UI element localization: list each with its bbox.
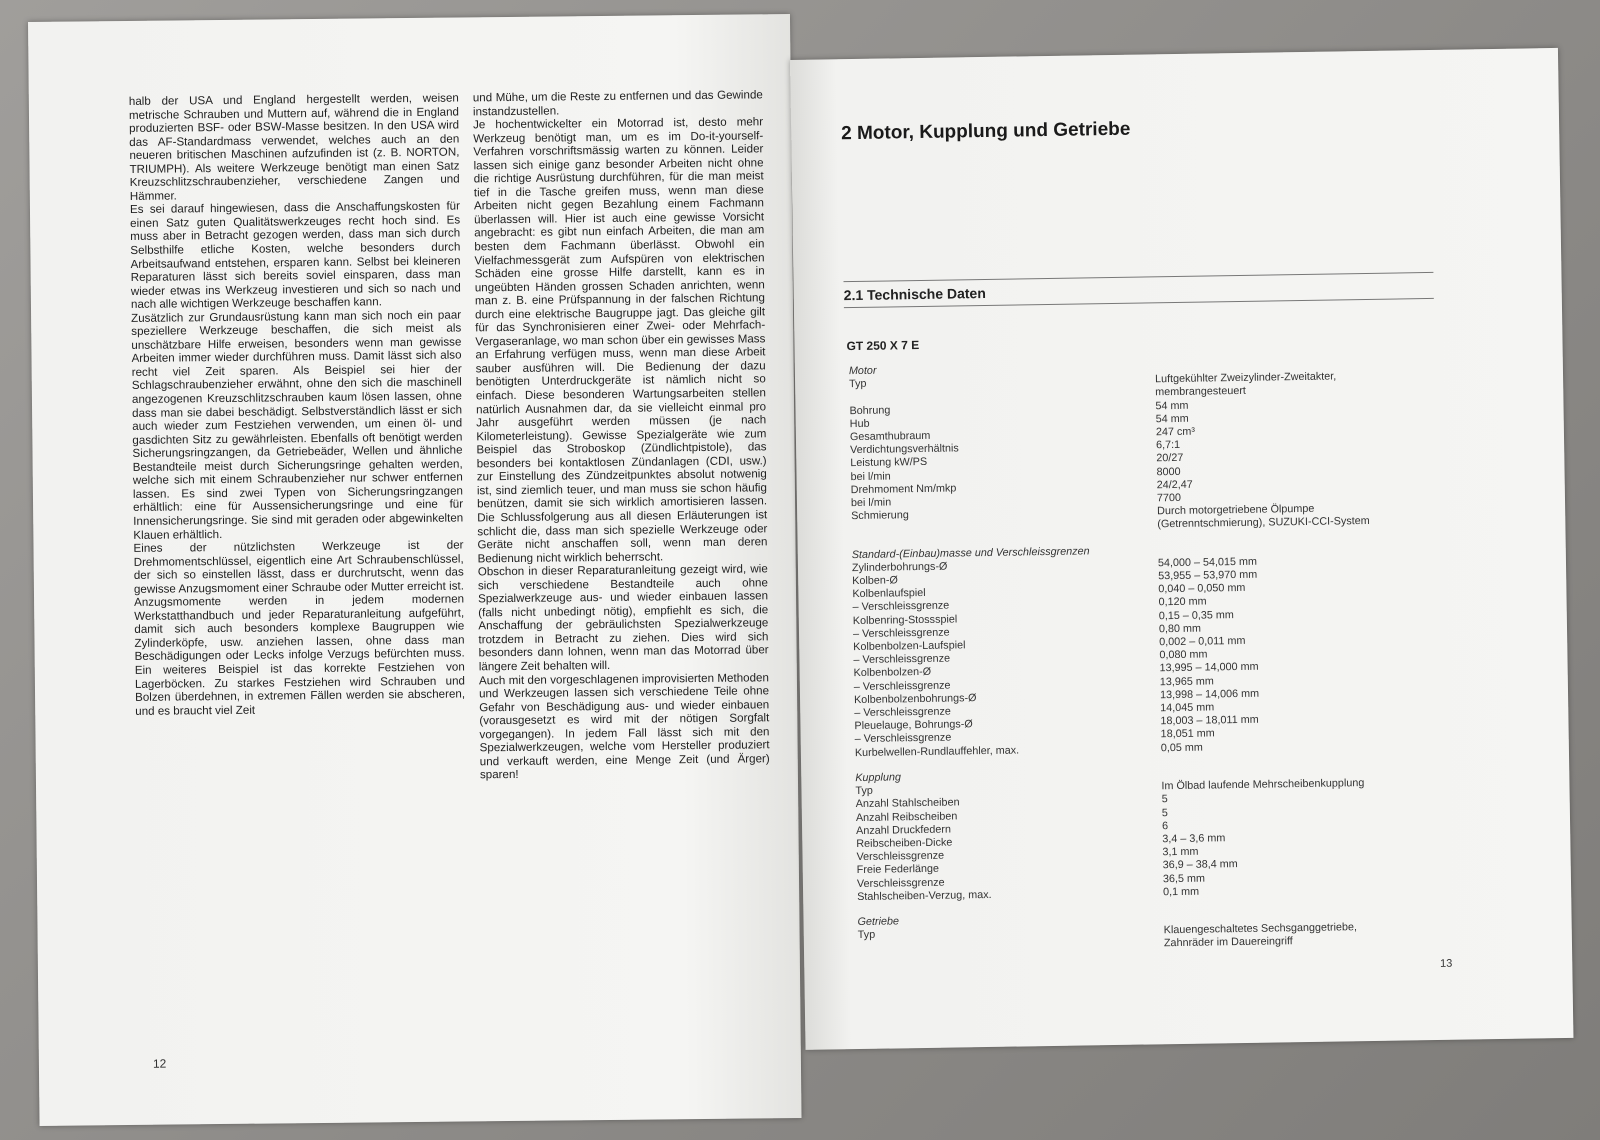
chapter-title: 2 Motor, Kupplung und Getriebe: [840, 118, 1131, 145]
spec-label: Typ: [857, 928, 876, 942]
spec-value: 0,80 mm: [1158, 622, 1202, 636]
spec-label: – Verschleissgrenze: [852, 626, 950, 640]
spec-value: 13,998 – 14,006 mm: [1159, 687, 1260, 702]
spec-label: Stahlscheiben-Verzug, max.: [857, 888, 992, 903]
spec-label: Bohrung: [849, 404, 891, 417]
spec-value: 6,7:1: [1156, 439, 1181, 452]
spec-group: [855, 763, 1447, 904]
divider: [843, 272, 1433, 282]
spec-label: Pleuelauge, Bohrungs-Ø: [854, 718, 973, 733]
spec-label: Kolbenring-Stossspiel: [852, 613, 958, 627]
spec-value: 0,080 mm: [1159, 648, 1208, 662]
paragraph: halb der USA und England hergestellt werden, weisen metrische Schrauben und Muttern auf, während die in England produzierten BSF- oder BSW-Masse besitzen. In den USA wird das AF-Standardmass verwendet, welches auch an den neueren britischen Maschinen aufzufinden ist (z. B. NORTON, TRIUMPH). Als weitere Werkzeuge benötigt man einen Satz Kreuzschlitzschraubenzieher, verschiedene Zangen und Hämmer.: [128, 91, 460, 203]
paragraph: Je hochentwickelter ein Motorrad ist, desto mehr Werkzeug benötigt man, um es im Do-it-yourself-Verfahren vorschriftsmässig warten zu können. Leider lassen sich einige ganz besonder Arbeiten nicht ohne die richtige Ausrüstung durchführen, für die man meist tief in die Tasche greifen muss, wenn man diese Arbeiten nicht gegen Bezahlung einem Fachmann überlassen will. Hier ist auch eine gewisse Vorsicht angebracht: es gibt nun einfach Arbeiten, die man am besten dem Fachmann überlässt. Obwohl ein Vielfachmessgerät zum Aufspüren von elektrischen Schäden eine grosse Hilfe darstellt, kann es in ungeübten Händen grossen Schaden anrichten, wenn man z. B. eine Prüfspannung in der falschen Richtung durch eine elektrische Baugruppe jagt. Das gleiche gilt für das Synchronisieren einer Zwei- oder Mehrfach-Vergaseranlage, wo man schon über ein gewisses Mass an Erfahrung verfügen muss, wenn man diese Arbeit sauber ausführen will. Die Bedienung der dazu benötigten Unterdruckgeräte ist nämlich nicht so einfach. Diese besonderen Wartungsarbeiten stellen natürlich Ausnahmen dar, da sie vielleicht einmal pro Jahr ausgeführt werden müssen (je nach Kilometerleistung). Gewisse Spezialgeräte wie zum Beispiel das Stroboskop (Zündlichtpistole), das besonders bei kontaktlosen Zündanlagen (CDI, usw.) zur Einstellung des Zündzeitpunktes absolut notwenig ist, sind ziemlich teuer, und man muss sie schon häufig benützen, damit sie sich wirklich amortisieren lassen. Die Schlussfolgerung aus all diesen Erläuterungen ist schlicht die, dass man sich spezielle Werkzeuge oder Geräte nicht anschaffen soll, wenn man deren Bedienung nicht wirklich beherrscht.: [473, 115, 768, 565]
spec-group: [857, 907, 1448, 956]
spec-label: Verschleissgrenze: [856, 876, 945, 890]
spec-label: Verdichtungsverhältnis: [850, 442, 959, 457]
spec-value: 0,040 – 0,050 mm: [1158, 582, 1246, 596]
spec-group-heading: Getriebe: [857, 915, 900, 928]
spec-group-heading: Standard-(Einbau)masse und Verschleissgrenzen: [851, 544, 1090, 561]
section-title: 2.1 Technische Daten: [843, 284, 986, 304]
spec-value: 53,955 – 53,970 mm: [1158, 568, 1258, 583]
spec-label: Typ: [849, 378, 867, 391]
spec-value: 6: [1161, 819, 1169, 832]
spec-value: 54 mm: [1155, 399, 1189, 412]
spec-table: [849, 356, 1448, 968]
spec-value: 247 cm³: [1155, 425, 1195, 439]
paragraph: Zusätzlich zur Grundausrüstung kann man sich noch ein paar speziellere Werkzeuge beschaffen, die sich meist als unschätzbare Hilfe erweisen, besonders wenn man gewisse Arbeiten immer wieder durchführen muss. Damit lässt sich also recht viel Zeit sparen. Als Beispiel sei hier der Schlagschraubenzieher erwähnt, ohne den sich die maschinell angezogenen Kreuzschlitzschrauben kaum lösen lassen, ohne dass man sie dabei beschädigt. Selbstverständlich lässt er sich auch wieder zum Festziehen verwenden, um einen öl- und gasdichten Sitz zu gewährleisten. Ebenfalls oft benötigt werden Sicherungsringzangen, da Getriebeäder, Wellen und ähnliche Bestandteile meist durch Sicherungsringe gehalten werden, welche sich mit einem Schraubenzieher nur schwer entfernen lassen. Es sind zwei Typen von Sicherungsringzangen erhältlich: eine für Aussensicherungsringe und eine für Innensicherungsringe. Sie sind mit geraden oder abgewinkelten Klauen erhältlich.: [131, 308, 464, 542]
spec-value: 3,1 mm: [1162, 845, 1199, 859]
spec-value: 0,15 – 0,35 mm: [1158, 608, 1234, 622]
spec-value: 18,051 mm: [1160, 727, 1215, 741]
spec-label: Gesamthubraum: [849, 429, 931, 444]
spec-value: 54,000 – 54,015 mm: [1157, 555, 1258, 570]
spec-label: Schmierung: [851, 509, 909, 523]
spec-label: Kolbenbolzen-Ø: [853, 666, 932, 680]
text-column-1: [129, 91, 466, 718]
spec-label: – Verschleissgrenze: [854, 705, 951, 720]
spec-label: Typ: [855, 784, 873, 798]
page-number: 12: [152, 1056, 167, 1071]
spec-value: 13,965 mm: [1159, 675, 1214, 688]
spec-group-heading: Kupplung: [855, 771, 902, 784]
spec-value: 8000: [1156, 465, 1181, 478]
paragraph: Es sei darauf hingewiesen, dass die Anschaffungskosten für einen Satz guten Qualitätswerkzeuges recht hoch sind. Es muss aber in Betracht gezogen werden, dass man sich durch Selbsthilfe etliche Kosten, welche besonders durch Arbeitsaufwand entstehen, ersparen kann. Selbst bei kleineren Reparaturen lässt sich bereits soviel einsparen, dass man wieder etwas ins Werkzeug investieren und sich so nach und nach alle wichtigen Werkzeuge beschaffen kann.: [129, 199, 461, 312]
spec-value: 13,995 – 14,000 mm: [1159, 661, 1259, 675]
spec-value: 18,003 – 18,011 mm: [1160, 714, 1259, 728]
spec-label: bei l/min: [850, 470, 891, 483]
spec-label: Leistung kW/PS: [850, 456, 928, 470]
spec-group-heading: Motor: [848, 364, 877, 378]
spec-label: Anzahl Stahlscheiben: [855, 796, 960, 811]
spec-value: 0,002 – 0,011 mm: [1159, 634, 1246, 649]
spec-value: 0,05 mm: [1160, 741, 1203, 754]
spec-value: 0,120 mm: [1158, 595, 1207, 609]
spec-value: 5: [1161, 806, 1168, 819]
spec-label: Anzahl Druckfedern: [856, 823, 952, 837]
spec-label: Freie Federlänge: [856, 863, 940, 877]
spec-label: Kolbenbolzen-Laufspiel: [853, 639, 966, 654]
spec-value: 20/27: [1156, 452, 1184, 465]
spec-value: 3,4 – 3,6 mm: [1162, 832, 1226, 846]
spec-value: membrangesteuert: [1155, 385, 1246, 399]
text-column-2: [473, 88, 770, 782]
spec-label: Verschleissgrenze: [856, 849, 945, 864]
spec-label: Drehmoment Nm/mkp: [850, 482, 957, 496]
paragraph: und Mühe, um die Reste zu entfernen und das Gewinde instandzustellen.: [472, 88, 763, 118]
spec-label: Kolben-Ø: [852, 574, 898, 588]
page-number: 13: [1439, 957, 1453, 970]
spec-label: Anzahl Reibscheiben: [855, 809, 958, 824]
spec-value: Zahnräder im Dauereingriff: [1163, 935, 1293, 950]
spec-group: [852, 539, 1445, 759]
spec-value: 0,1 mm: [1163, 885, 1200, 898]
spec-value: Durch motorgetriebene Ölpumpe: [1157, 503, 1315, 518]
spec-label: Hub: [849, 417, 870, 430]
spec-label: – Verschleissgrenze: [854, 732, 952, 746]
spec-group: [849, 356, 1442, 537]
spec-label: Kolbenlaufspiel: [852, 587, 926, 601]
spec-label: – Verschleissgrenze: [853, 679, 951, 693]
spec-label: Reibscheiben-Dicke: [856, 836, 953, 850]
model-heading: GT 250 X 7 E: [846, 338, 920, 354]
spec-value: 36,9 – 38,4 mm: [1162, 858, 1238, 872]
spec-label: bei l/min: [850, 496, 892, 510]
spec-label: Kurbelwellen-Rundlauffehler, max.: [854, 744, 1020, 759]
spec-value: 7700: [1156, 491, 1182, 505]
spec-value: Luftgekühlter Zweizylinder-Zweitakter,: [1154, 370, 1337, 386]
spec-label: Zylinderbohrungs-Ø: [851, 560, 948, 574]
spec-label: – Verschleissgrenze: [853, 652, 951, 667]
spec-value: 24/2,47: [1156, 478, 1193, 492]
spec-value: 5: [1161, 793, 1168, 806]
spec-value: 14,045 mm: [1160, 701, 1215, 715]
left-page: [28, 14, 802, 1126]
spec-label: – Verschleissgrenze: [852, 600, 950, 614]
paragraph: Auch mit den vorgeschlagenen improvisierten Methoden und Werkzeugen lassen sich verschiedene Teile ohne Gefahr von Beschädigung aus- und wieder einbauen (vorausgesetzt es wird mit der nötigen Sorgfalt vorgegangen). In jedem Fall lässt sich mit den Spezialwerkzeugen, welche vom Hersteller produziert und verkauft werden, eine Menge Zeit (und Ärger) sparen!: [478, 670, 770, 782]
spec-value: 54 mm: [1155, 412, 1189, 426]
spec-label: Kolbenbolzenbohrungs-Ø: [853, 692, 977, 706]
right-page: [790, 48, 1573, 1050]
paragraph: Eines der nützlichsten Werkzeuge ist der Drehmomentschlüssel, eigentlich eine Art Schraubenschlüssel, der sich so einstellen lässt, dass er durchrutscht, wenn das gewisse Anzugsmoment einer Schraube oder Mutter erreicht ist. Anzugsmomente werden in jedem modernen Werkstatthandbuch und jeder Reparaturanleitung aufgeführt, damit sich auch besonders komplexe Baugruppen wie Zylinderköpfe, usw. anziehen lassen, ohne dass man Beschädigungen oder Lecks infolge Verzugs befürchten muss. Ein weiteres Beispiel ist das korrekte Festziehen von Lagerböcken. Zu starkes Festziehen wird Schrauben und Bolzen überdehnen, in extremen Fällen werden sie abscheren, und es braucht viel Zeit: [133, 538, 466, 718]
spec-value: 36,5 mm: [1162, 872, 1206, 885]
spec-value: Klauengeschaltetes Sechsganggetriebe,: [1163, 921, 1358, 937]
spec-value: Im Ölbad laufende Mehrscheibenkupplung: [1161, 777, 1365, 793]
spec-value: (Getrenntschmierung), SUZUKI-CCI-System: [1157, 515, 1370, 531]
paragraph: Obschon in dieser Reparaturanleitung gezeigt wird, wie sich verschiedene Bestandteile auch ohne Spezialwerkzeuge aus- und wieder einbauen lassen (falls nicht unbedingt nötig), empfiehlt es sich, die Anschaffung der gebräulichsten Spezialwerkzeuge trotzdem in Betracht zu ziehen. Dies wird sich besonders dann lohnen, wenn man das Motorrad über längere Zeit behalten will.: [477, 562, 769, 674]
